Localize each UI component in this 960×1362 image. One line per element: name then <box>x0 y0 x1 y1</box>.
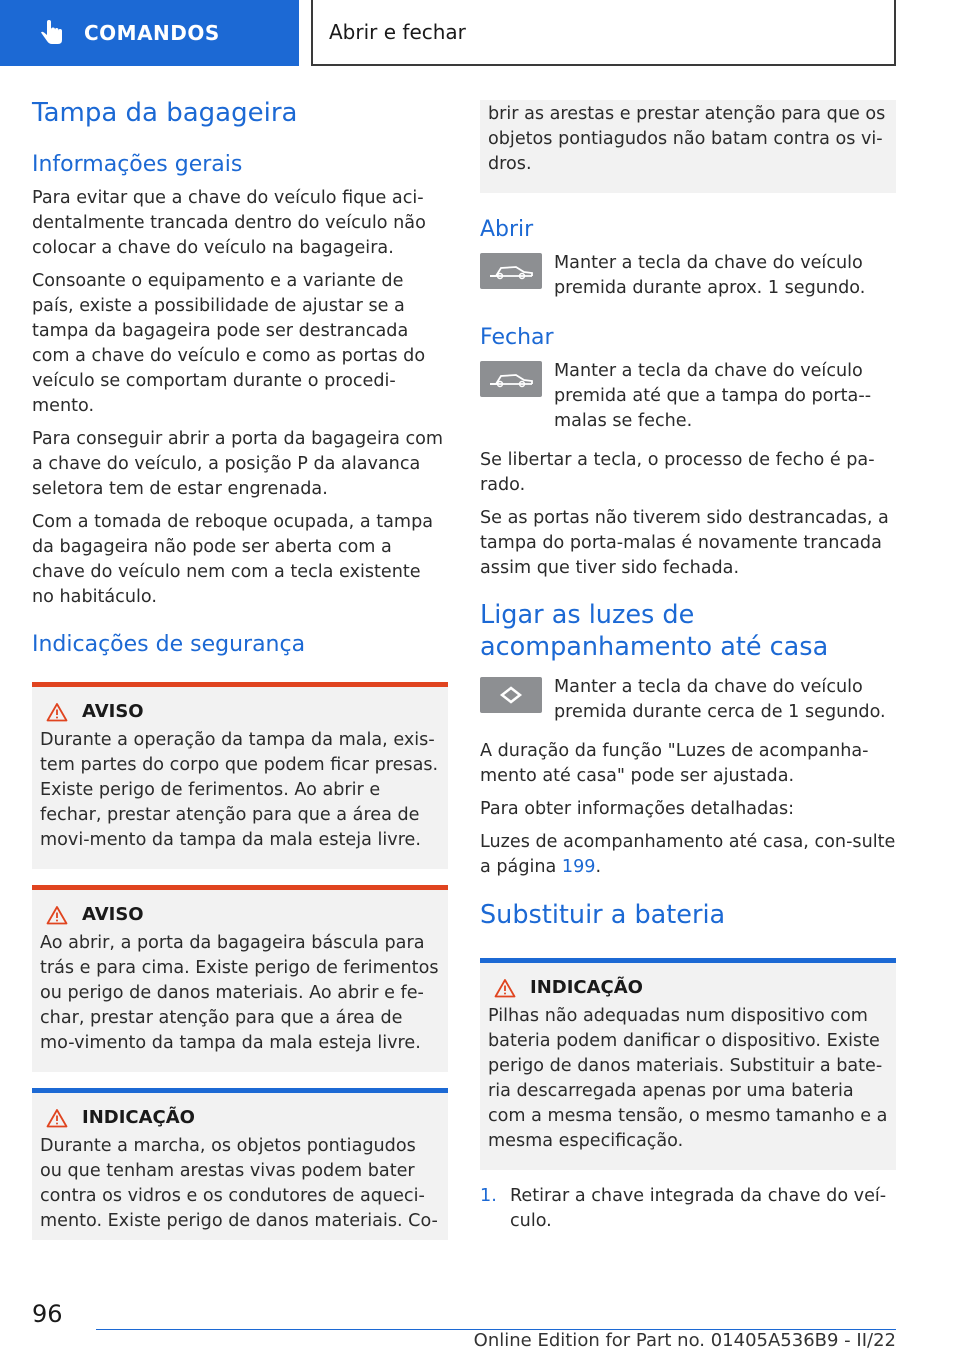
close-heading: Fechar <box>480 325 554 350</box>
warning-triangle-icon <box>46 702 68 722</box>
warning-triangle-icon <box>46 905 68 925</box>
note-text: brir as arestas e prestar atenção para que os objetos pontiagudos não batam contra os vi-dros. <box>488 104 886 174</box>
left-column <box>32 96 448 1240</box>
page-title: Tampa da bagageira <box>32 98 298 128</box>
trunk-key-icon <box>480 253 542 289</box>
info-note-continued <box>480 100 896 193</box>
note-title <box>46 701 440 722</box>
car-trunk-icon <box>486 258 536 284</box>
note-title <box>494 977 888 998</box>
open-heading: Abrir <box>480 217 534 242</box>
diamond-icon <box>486 682 536 708</box>
page-link[interactable]: 199 <box>561 857 596 877</box>
lights-heading: Ligar as luzes de acompanhamento até casa <box>480 600 829 662</box>
chapter-header <box>311 0 896 66</box>
section-title: COMANDOS <box>84 21 220 45</box>
lights-key-icon <box>480 677 542 713</box>
warning-triangle-icon <box>494 978 516 998</box>
lights-instruction: Manter a tecla da chave do veículo premida durante cerca de 1 segundo. <box>554 677 886 722</box>
general-heading: Informações gerais <box>32 152 243 177</box>
list-item <box>480 1184 896 1234</box>
note-text: Pilhas não adequadas num dispositivo com bateria podem danificar o dispositivo. Existe perigo de danos materiais. Substituir a bate-ria descarregada apenas por uma bateria com a mesma tensão, o mesmo tamanho e a mesma especificação. <box>488 1006 888 1151</box>
close-instruction: Manter a tecla da chave do veículo premida até que a tampa do porta--malas se feche. <box>554 361 872 431</box>
info-note <box>480 958 896 1170</box>
warning-note <box>32 885 448 1072</box>
page-number: 96 <box>32 1300 63 1328</box>
paragraph: Se as portas não tiverem sido destrancadas, a tampa do porta-malas é novamente trancada assim que tiver sido fechada. <box>480 508 889 578</box>
right-column <box>480 100 896 1234</box>
warning-note <box>32 682 448 869</box>
note-type: INDICAÇÃO <box>82 1107 195 1128</box>
warning-triangle-icon <box>46 1108 68 1128</box>
note-type: INDICAÇÃO <box>530 977 643 998</box>
lights-key-row <box>480 675 896 725</box>
paragraph: Para obter informações detalhadas: <box>480 799 795 819</box>
paragraph: Para evitar que a chave do veículo fique aci-dentalmente trancada dentro do veículo não colocar a chave do veículo na bagageira. <box>32 188 426 258</box>
info-note <box>32 1088 448 1240</box>
note-type: AVISO <box>82 701 144 722</box>
paragraph: Com a tomada de reboque ocupada, a tampa da bagageira não pode ser aberta com a chave do veículo nem com a tecla existente no habitáculo. <box>32 512 434 607</box>
step-text: Retirar a chave integrada da chave do veí-culo. <box>510 1186 887 1231</box>
section-tab <box>0 0 299 66</box>
footer-edition: Online Edition for Part no. 01405A536B9 - II/22 <box>473 1330 896 1351</box>
close-key-row <box>480 359 896 434</box>
safety-heading: Indicações de segurança <box>32 632 306 657</box>
trunk-key-icon <box>480 361 542 397</box>
open-instruction: Manter a tecla da chave do veículo premida durante aprox. 1 segundo. <box>554 253 866 298</box>
reference-text: Luzes de acompanhamento até casa, con-sulte a página <box>480 832 896 877</box>
note-type: AVISO <box>82 904 144 925</box>
car-trunk-icon <box>486 366 536 392</box>
reference-end: . <box>595 857 602 877</box>
battery-heading: Substituir a bateria <box>480 900 726 930</box>
hand-pointer-icon <box>38 18 68 48</box>
paragraph: Para conseguir abrir a porta da bagageira com a chave do veículo, a posição P da alavanca seletora tem de estar engrenada. <box>32 429 444 499</box>
note-text: Durante a marcha, os objetos pontiagudos ou que tenham arestas vivas podem bater contra os vidros e os condutores de aqueci-mento. Existe perigo de danos materiais. Co- <box>40 1136 438 1231</box>
open-key-row <box>480 251 896 301</box>
step-number: 1. <box>480 1186 497 1206</box>
paragraph: A duração da função "Luzes de acompanha-mento até casa" pode ser ajustada. <box>480 741 869 786</box>
note-text: Ao abrir, a porta da bagageira báscula para trás e para cima. Existe perigo de ferimentos ou perigo de danos materiais. Ao abrir e fe-char, prestar atenção para que a área de mo-vimento da tampa da mala esteja livre. <box>40 933 439 1053</box>
note-text: Durante a operação da tampa da mala, exis-tem partes do corpo que podem ficar presas. Existe perigo de ferimentos. Ao abrir e fechar, prestar atenção para que a área de movi-mento da tampa da mala esteja livre. <box>40 730 439 850</box>
cross-reference <box>480 830 896 880</box>
note-title <box>46 1107 440 1128</box>
chapter-title: Abrir e fechar <box>329 20 466 44</box>
paragraph: Consoante o equipamento e a variante de país, existe a possibilidade de ajustar se a tampa da bagageira pode ser destrancada com a chave do veículo e como as portas do veículo se comportam durante o procedi-mento. <box>32 271 426 416</box>
paragraph: Se libertar a tecla, o processo de fecho é pa-rado. <box>480 450 875 495</box>
note-title <box>46 904 440 925</box>
